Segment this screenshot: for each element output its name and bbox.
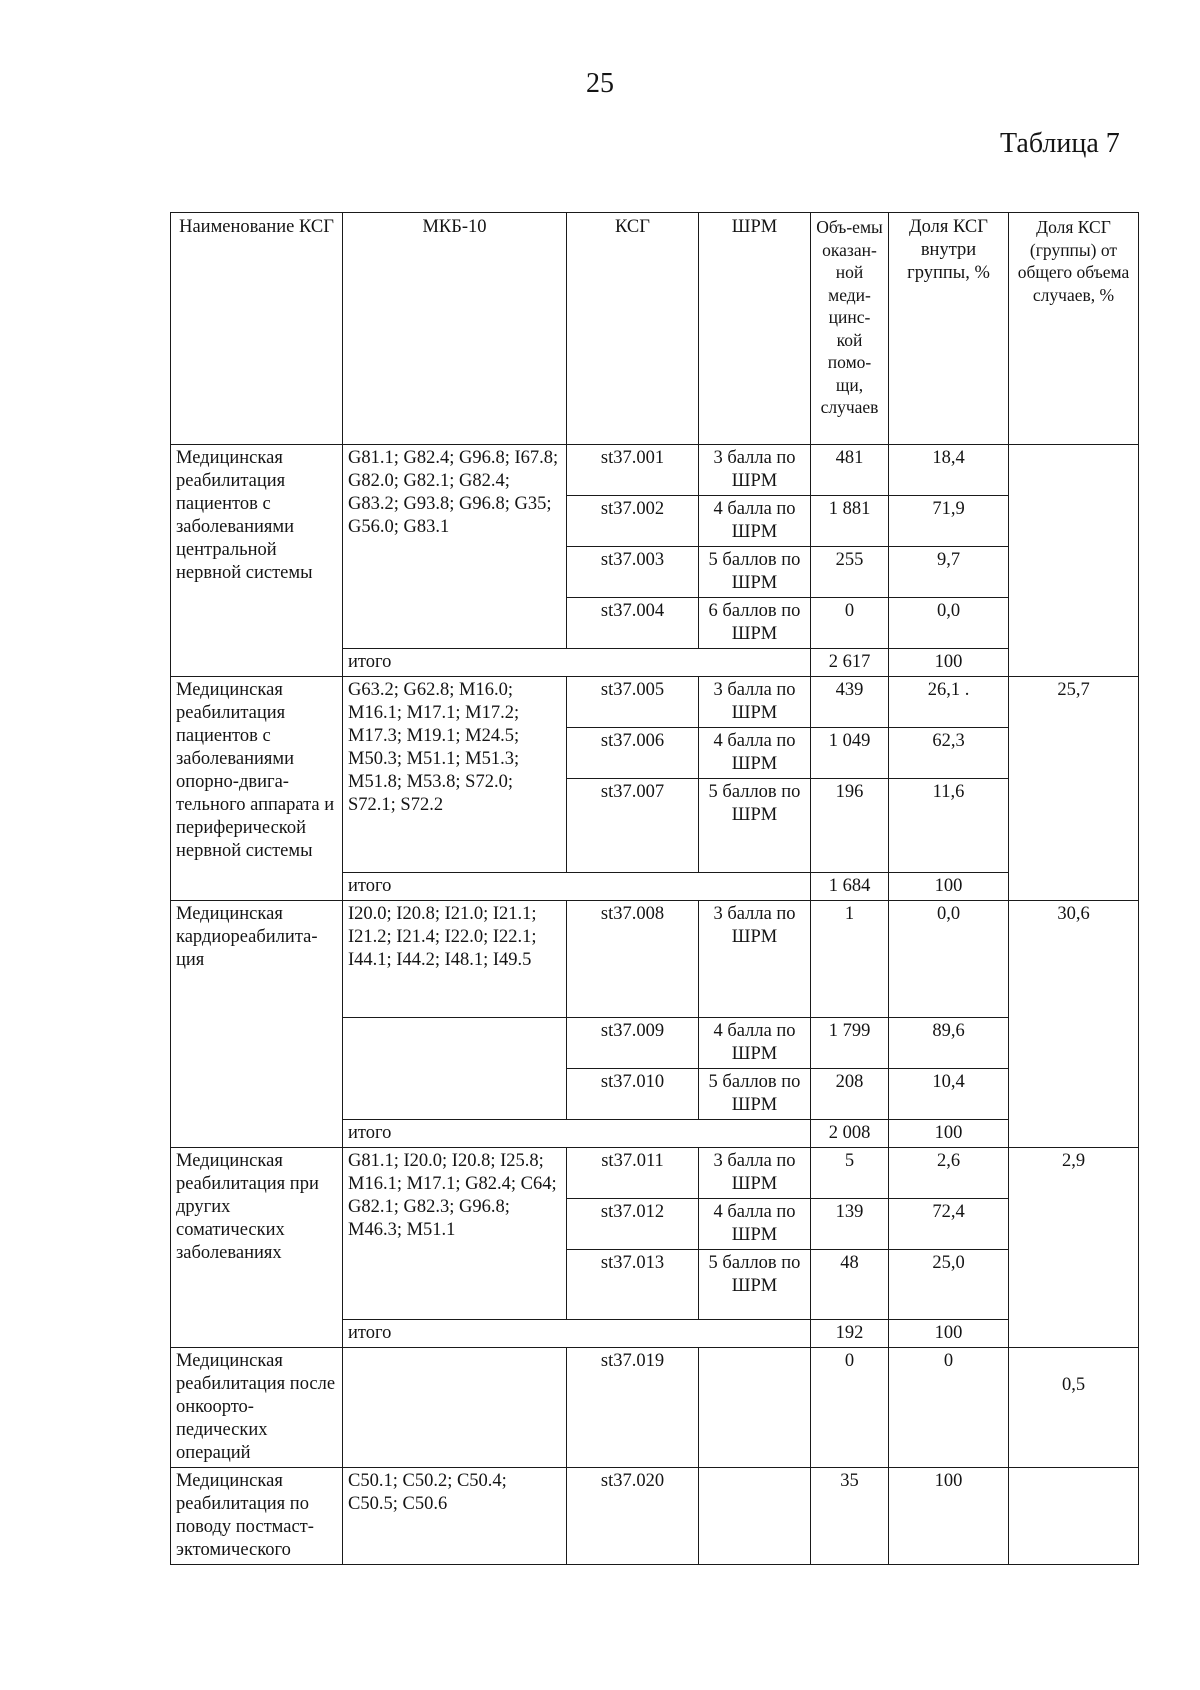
total-label: итого [343,1120,811,1148]
total-volume: 1 684 [811,873,889,901]
ksg-code: st37.009 [567,1018,699,1069]
total-share: 100 [889,1120,1009,1148]
group-name: Медицинская реабилитация после онкоорто-педических операций [171,1348,343,1468]
ksg-code: st37.019 [567,1348,699,1468]
ksg-code: st37.001 [567,445,699,496]
volume-value: 5 [811,1148,889,1199]
volume-value: 439 [811,677,889,728]
shrm-score [699,1348,811,1468]
ksg-code: st37.013 [567,1250,699,1320]
group-name: Медицинская реабилитация при других соматических заболеваниях [171,1148,343,1348]
shrm-score: 3 балла по ШРМ [699,1148,811,1199]
volume-value: 1 799 [811,1018,889,1069]
volume-value: 481 [811,445,889,496]
shrm-score [699,1468,811,1565]
total-share: 100 [889,873,1009,901]
ksg-code: st37.006 [567,728,699,779]
volume-value: 48 [811,1250,889,1320]
total-volume: 2 617 [811,649,889,677]
table-row [171,677,1139,728]
header-volume: Объ-емы оказан-ной меди-цинс-кой помо-щи, случаев [811,213,889,445]
group-share: 30,6 [1009,901,1139,1148]
header-icd: МКБ-10 [343,213,567,445]
group-share [1009,445,1139,677]
volume-value: 1 [811,901,889,1018]
total-label: итого [343,1320,811,1348]
group-share: 25,7 [1009,677,1139,901]
volume-value: 1 049 [811,728,889,779]
share-value: 18,4 [889,445,1009,496]
shrm-score: 3 балла по ШРМ [699,677,811,728]
ksg-code: st37.005 [567,677,699,728]
ksg-code: st37.003 [567,547,699,598]
header-name: Наименование КСГ [171,213,343,445]
share-value: 10,4 [889,1069,1009,1120]
volume-value: 35 [811,1468,889,1565]
table-row [171,1148,1139,1199]
share-value: 89,6 [889,1018,1009,1069]
shrm-score: 5 баллов по ШРМ [699,547,811,598]
shrm-score: 4 балла по ШРМ [699,1199,811,1250]
ksg-code: st37.012 [567,1199,699,1250]
shrm-score: 3 балла по ШРМ [699,445,811,496]
group-icd [343,1348,567,1468]
share-value: 0,0 [889,598,1009,649]
share-value: 26,1 . [889,677,1009,728]
shrm-score: 5 баллов по ШРМ [699,1069,811,1120]
share-value: 0,0 [889,901,1009,1018]
group-name: Медицинская кардиореабилита-ция [171,901,343,1148]
volume-value: 196 [811,779,889,873]
volume-value: 208 [811,1069,889,1120]
group-name: Медицинская реабилитация по поводу постмаст-эктомического [171,1468,343,1565]
share-value: 11,6 [889,779,1009,873]
shrm-score: 4 балла по ШРМ [699,496,811,547]
ksg-code: st37.011 [567,1148,699,1199]
share-value: 0 [889,1348,1009,1468]
share-value: 25,0 [889,1250,1009,1320]
shrm-score: 5 баллов по ШРМ [699,1250,811,1320]
table-row [171,1348,1139,1468]
group-icd: G63.2; G62.8; M16.0; M16.1; M17.1; M17.2; M17.3; M19.1; M24.5; M50.3; M51.1; M51.3; M51.8; M53.8; S72.0; S72.1; S72.2 [343,677,567,873]
group-icd: C50.1; C50.2; C50.4; C50.5; C50.6 [343,1468,567,1565]
ksg-code: st37.010 [567,1069,699,1120]
header-share-within: Доля КСГ внутри группы, % [889,213,1009,445]
group-icd: G81.1; G82.4; G96.8; I67.8; G82.0; G82.1; G82.4; G83.2; G93.8; G96.8; G35; G56.0; G83.1 [343,445,567,649]
header-shrm: ШРМ [699,213,811,445]
shrm-score: 4 балла по ШРМ [699,1018,811,1069]
share-value: 72,4 [889,1199,1009,1250]
group-icd: I20.0; I20.8; I21.0; I21.1; I21.2; I21.4; I22.0; I22.1; I44.1; I44.2; I48.1; I49.5 [343,901,567,1018]
share-value: 100 [889,1468,1009,1565]
ksg-code: st37.020 [567,1468,699,1565]
volume-value: 1 881 [811,496,889,547]
share-value: 71,9 [889,496,1009,547]
total-share: 100 [889,1320,1009,1348]
total-label: итого [343,649,811,677]
volume-value: 0 [811,598,889,649]
shrm-score: 3 балла по ШРМ [699,901,811,1018]
table-caption: Таблица 7 [1000,128,1120,159]
ksg-code: st37.004 [567,598,699,649]
table-row [171,445,1139,496]
group-share: 0,5 [1009,1348,1139,1468]
table-row [171,901,1139,1018]
header-ksg: КСГ [567,213,699,445]
total-volume: 2 008 [811,1120,889,1148]
group-icd-empty [343,1018,567,1120]
ksg-code: st37.007 [567,779,699,873]
shrm-score: 6 баллов по ШРМ [699,598,811,649]
shrm-score: 4 балла по ШРМ [699,728,811,779]
ksg-code: st37.008 [567,901,699,1018]
group-name: Медицинская реабилитация пациентов с заболеваниями опорно-двига-тельного аппарата и периферической нервной системы [171,677,343,901]
volume-value: 139 [811,1199,889,1250]
volume-value: 0 [811,1348,889,1468]
group-share [1009,1468,1139,1565]
share-value: 9,7 [889,547,1009,598]
total-share: 100 [889,649,1009,677]
rehabilitation-table [170,212,1139,1565]
volume-value: 255 [811,547,889,598]
total-label: итого [343,873,811,901]
total-volume: 192 [811,1320,889,1348]
share-value: 2,6 [889,1148,1009,1199]
header-share-total: Доля КСГ (группы) от общего объема случаев, % [1009,213,1139,445]
table-row [171,1468,1139,1565]
group-name: Медицинская реабилитация пациентов с заболеваниями центральной нервной системы [171,445,343,677]
shrm-score: 5 баллов по ШРМ [699,779,811,873]
page-number: 25 [586,68,614,99]
share-value: 62,3 [889,728,1009,779]
group-icd: G81.1; I20.0; I20.8; I25.8; M16.1; M17.1; G82.4; C64; G82.1; G82.3; G96.8; M46.3; M51.1 [343,1148,567,1320]
group-share: 2,9 [1009,1148,1139,1348]
ksg-code: st37.002 [567,496,699,547]
